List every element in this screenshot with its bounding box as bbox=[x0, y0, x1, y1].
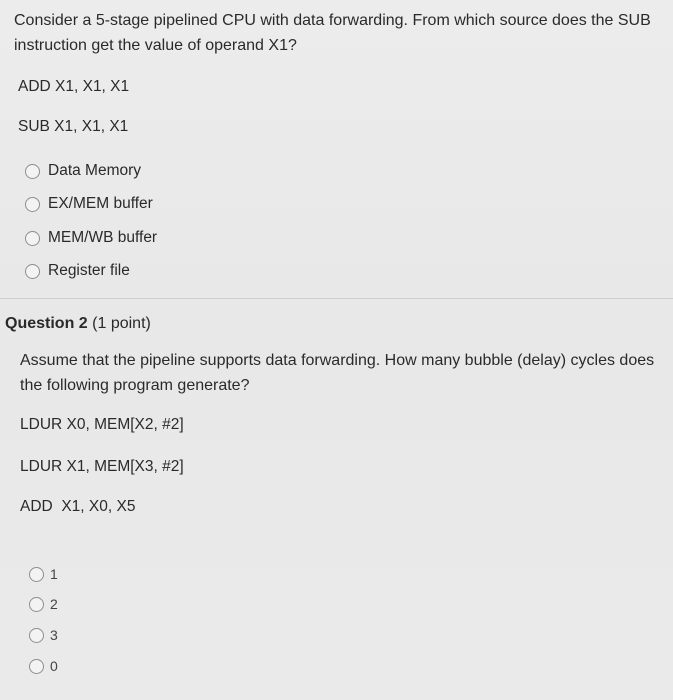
option-label: 1 bbox=[50, 566, 58, 582]
code-line: ADD X1, X0, X5 bbox=[20, 498, 136, 515]
question-number: Question 2 bbox=[5, 315, 88, 332]
question-1 bbox=[14, 8, 664, 58]
radio-button[interactable] bbox=[25, 264, 40, 279]
option-label: Register file bbox=[48, 262, 130, 279]
radio-button[interactable] bbox=[29, 597, 44, 612]
option-data-memory[interactable] bbox=[25, 162, 141, 180]
radio-button[interactable] bbox=[25, 231, 40, 246]
code-line: LDUR X1, MEM[X3, #2] bbox=[20, 458, 184, 475]
radio-button[interactable] bbox=[29, 567, 44, 582]
option-register-file[interactable] bbox=[25, 262, 130, 280]
option-label: Data Memory bbox=[48, 162, 142, 179]
option-label: MEM/WB buffer bbox=[48, 229, 158, 246]
radio-button[interactable] bbox=[25, 197, 40, 212]
radio-button[interactable] bbox=[29, 659, 44, 674]
option-1[interactable] bbox=[29, 566, 58, 582]
radio-button[interactable] bbox=[25, 164, 40, 179]
option-label: 0 bbox=[50, 658, 58, 674]
option-label: EX/MEM buffer bbox=[48, 195, 153, 212]
radio-button[interactable] bbox=[29, 628, 44, 643]
option-label: 2 bbox=[50, 596, 58, 612]
option-2[interactable] bbox=[29, 596, 58, 612]
question-points: (1 point) bbox=[92, 315, 151, 332]
option-ex-mem-buffer[interactable] bbox=[25, 195, 153, 213]
code-line: ADD X1, X1, X1 bbox=[18, 78, 130, 95]
section-divider bbox=[0, 298, 673, 299]
option-3[interactable] bbox=[29, 627, 58, 643]
option-0[interactable] bbox=[29, 658, 58, 674]
option-label: 3 bbox=[50, 627, 58, 643]
option-mem-wb-buffer[interactable] bbox=[25, 229, 157, 247]
code-line: SUB X1, X1, X1 bbox=[18, 118, 129, 135]
code-line: LDUR X0, MEM[X2, #2] bbox=[20, 416, 184, 433]
question-1-prompt: Consider a 5-stage pipelined CPU with data forwarding. From which source does the SUB instruction get the value of operand X1? bbox=[14, 12, 651, 54]
question-2-prompt: Assume that the pipeline supports data forwarding. How many bubble (delay) cycles does the following program generate? bbox=[20, 352, 655, 394]
question-2-title bbox=[5, 315, 151, 333]
